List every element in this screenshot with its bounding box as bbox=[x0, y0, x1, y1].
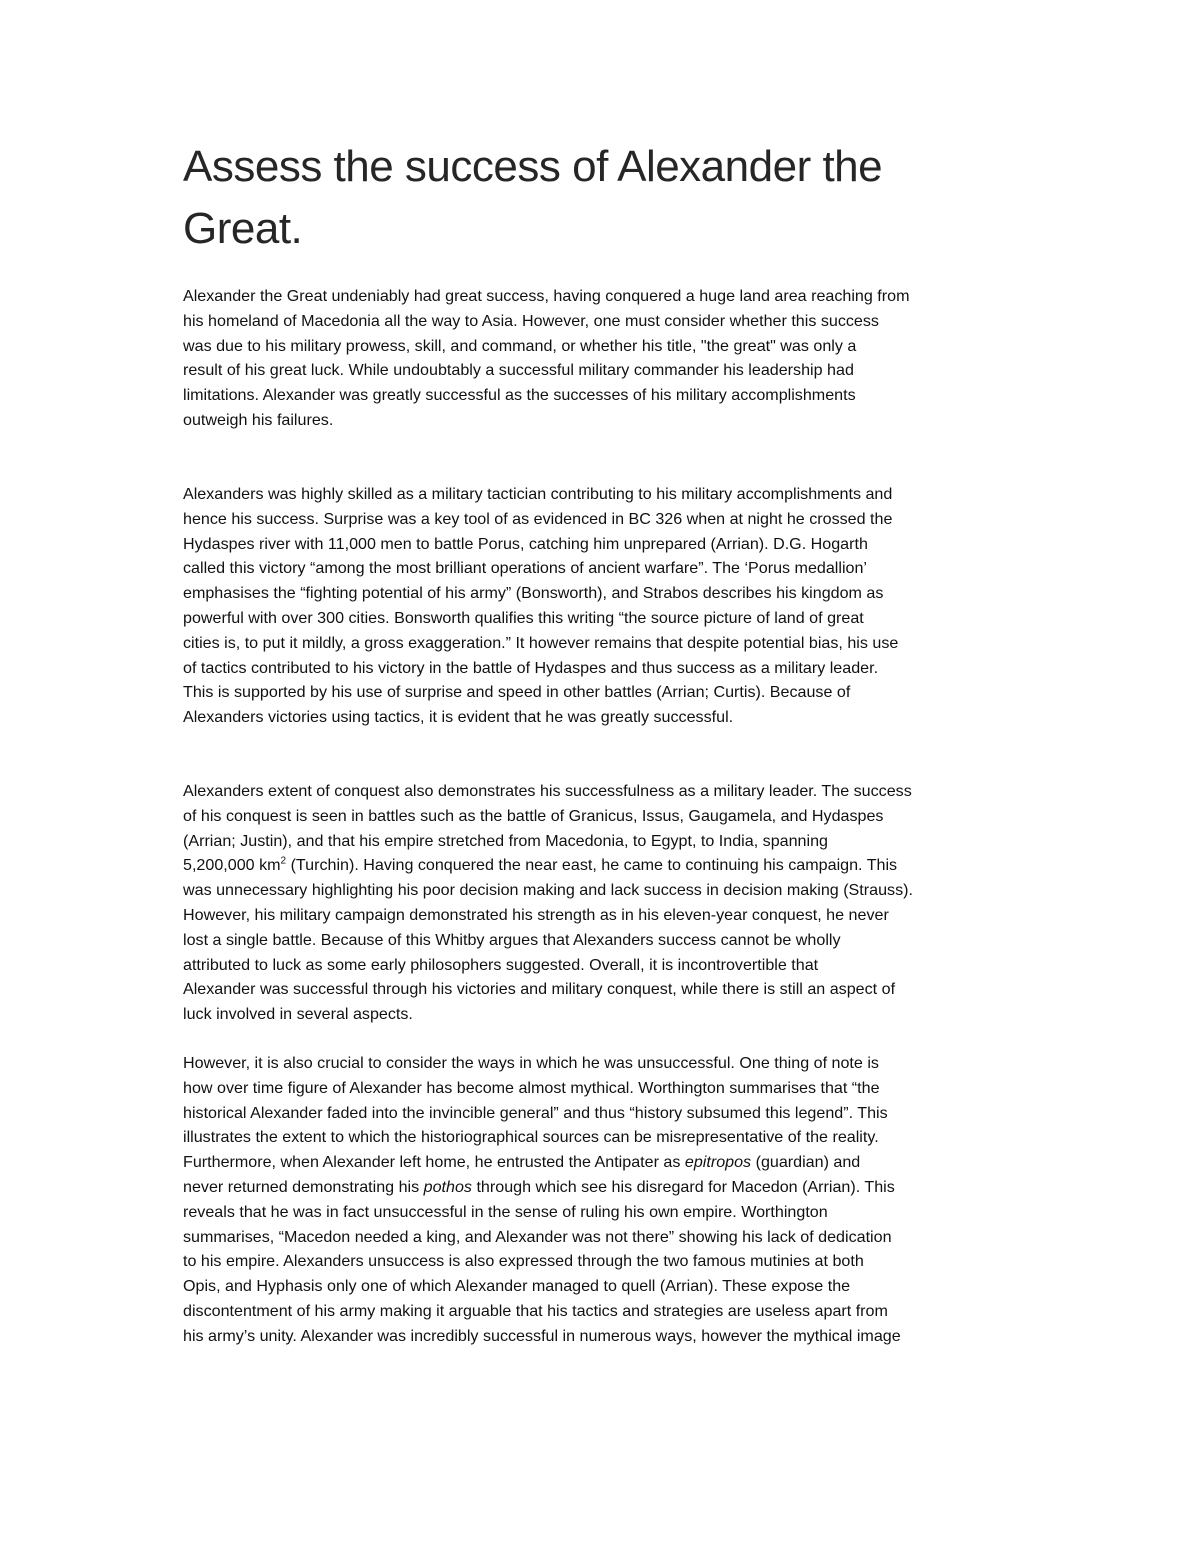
paragraph-line: illustrates the extent to which the historiographical sources can be misrepresentative of the reality. bbox=[183, 1128, 879, 1147]
title-line-1: Assess the success of Alexander the bbox=[183, 142, 883, 191]
paragraph-line: Alexanders extent of conquest also demonstrates his successfulness as a military leader. The success bbox=[183, 782, 912, 800]
paragraph-line: discontentment of his army making it arguable that his tactics and strategies are useless apart from bbox=[183, 1301, 888, 1320]
paragraph-line: lost a single battle. Because of this Whitby argues that Alexanders success cannot be wholly bbox=[183, 930, 841, 949]
line-text: through which see his disregard for Macedon (Arrian). This bbox=[471, 1177, 895, 1196]
paragraph-line: historical Alexander faded into the invincible general” and thus “history subsumed this legend”. This bbox=[183, 1103, 888, 1122]
paragraph-line: called this victory “among the most brilliant operations of ancient warfare”. The ‘Porus medallion’ bbox=[183, 559, 868, 578]
paragraph-line: of his conquest is seen in battles such as the battle of Granicus, Issus, Gaugamela, and Hydaspes bbox=[183, 806, 884, 825]
paragraph-line: Alexanders was highly skilled as a military tactician contributing to his military accomplishments and bbox=[183, 485, 893, 503]
line-text: Furthermore, when Alexander left home, he entrusted the Antipater as bbox=[183, 1153, 685, 1172]
paragraph-line: how over time figure of Alexander has become almost mythical. Worthington summarises that “the bbox=[183, 1078, 880, 1097]
paragraph-line: Alexander was successful through his victories and military conquest, while there is still an aspect of bbox=[183, 980, 896, 999]
paragraph-line-area bbox=[183, 853, 1021, 878]
paragraph-line: outweigh his failures. bbox=[183, 410, 334, 429]
paragraph-intro bbox=[183, 284, 1021, 433]
italic-term-epitropos: epitropos bbox=[684, 1153, 752, 1172]
paragraph-line: Alexanders victories using tactics, it is evident that he was greatly successful. bbox=[183, 708, 734, 727]
paragraph-line: his army’s unity. Alexander was incredibly successful in numerous ways, however the mythical image bbox=[183, 1326, 901, 1345]
paragraph-line: attributed to luck as some early philosophers suggested. Overall, it is incontrovertible that bbox=[183, 955, 819, 974]
paragraph-line: Hydaspes river with 11,000 men to battle Porus, catching him unprepared (Arrian). D.G. Hogarth bbox=[183, 534, 868, 553]
paragraph-line-epitropos bbox=[183, 1150, 1021, 1175]
paragraph-line: powerful with over 300 cities. Bonsworth qualifies this writing “the source picture of land of great bbox=[183, 608, 864, 627]
paragraph-line: result of his great luck. While undoubtably a successful military commander his leadership had bbox=[183, 361, 854, 380]
area-value: 5,200,000 km bbox=[183, 856, 281, 875]
paragraph-line: emphasises the “fighting potential of his army” (Bonsworth), and Strabos describes his kingdom as bbox=[183, 584, 884, 603]
paragraph-line: However, it is also crucial to consider the ways in which he was unsuccessful. One thing of note is bbox=[183, 1054, 879, 1072]
document-title bbox=[183, 136, 1023, 260]
paragraph-line: summarises, “Macedon needed a king, and Alexander was not there” showing his lack of dedication bbox=[183, 1227, 892, 1246]
line-text: never returned demonstrating his bbox=[183, 1177, 424, 1196]
paragraph-line: his homeland of Macedonia all the way to Asia. However, one must consider whether this success bbox=[183, 311, 879, 330]
paragraph-line: limitations. Alexander was greatly successful as the successes of his military accomplishments bbox=[183, 386, 856, 405]
paragraph-line: reveals that he was in fact unsuccessful in the sense of ruling his own empire. Worthington bbox=[183, 1202, 828, 1221]
paragraph-tactics bbox=[183, 482, 1021, 730]
area-superscript: 2 bbox=[280, 856, 287, 868]
paragraph-line: (Arrian; Justin), and that his empire stretched from Macedonia, to Egypt, to India, spanning bbox=[183, 831, 828, 850]
paragraph-line: cities is, to put it mildly, a gross exaggeration.” It however remains that despite potential bias, his use bbox=[183, 633, 899, 652]
paragraph-line: Alexander the Great undeniably had great success, having conquered a huge land area reaching from bbox=[183, 287, 910, 305]
italic-term-pothos: pothos bbox=[423, 1177, 472, 1196]
paragraph-line: luck involved in several aspects. bbox=[183, 1005, 413, 1024]
paragraph-line: was due to his military prowess, skill, and command, or whether his title, "the great" was only a bbox=[183, 336, 857, 355]
area-rest: (Turchin). Having conquered the near east, he came to continuing his campaign. This bbox=[286, 856, 898, 875]
paragraph-line: However, his military campaign demonstrated his strength as in his eleven-year conquest, he never bbox=[183, 905, 889, 924]
paragraph-line-pothos bbox=[183, 1175, 1021, 1200]
paragraph-line: was unnecessary highlighting his poor decision making and lack success in decision making (Strauss). bbox=[183, 881, 913, 900]
paragraph-conquest bbox=[183, 779, 1021, 1027]
line-text: (guardian) and bbox=[751, 1153, 861, 1172]
paragraph-line: hence his success. Surprise was a key tool of as evidenced in BC 326 when at night he crossed the bbox=[183, 509, 893, 528]
paragraph-line: of tactics contributed to his victory in the battle of Hydaspes and thus success as a military leader. bbox=[183, 658, 879, 677]
paragraph-line: to his empire. Alexanders unsuccess is also expressed through the two famous mutinies at both bbox=[183, 1252, 864, 1271]
paragraph-line: This is supported by his use of surprise and speed in other battles (Arrian; Curtis). Because of bbox=[183, 683, 851, 702]
paragraph-line: Opis, and Hyphasis only one of which Alexander managed to quell (Arrian). These expose the bbox=[183, 1277, 851, 1296]
paragraph-unsuccessful bbox=[183, 1051, 1021, 1349]
title-line-2: Great. bbox=[183, 204, 303, 253]
